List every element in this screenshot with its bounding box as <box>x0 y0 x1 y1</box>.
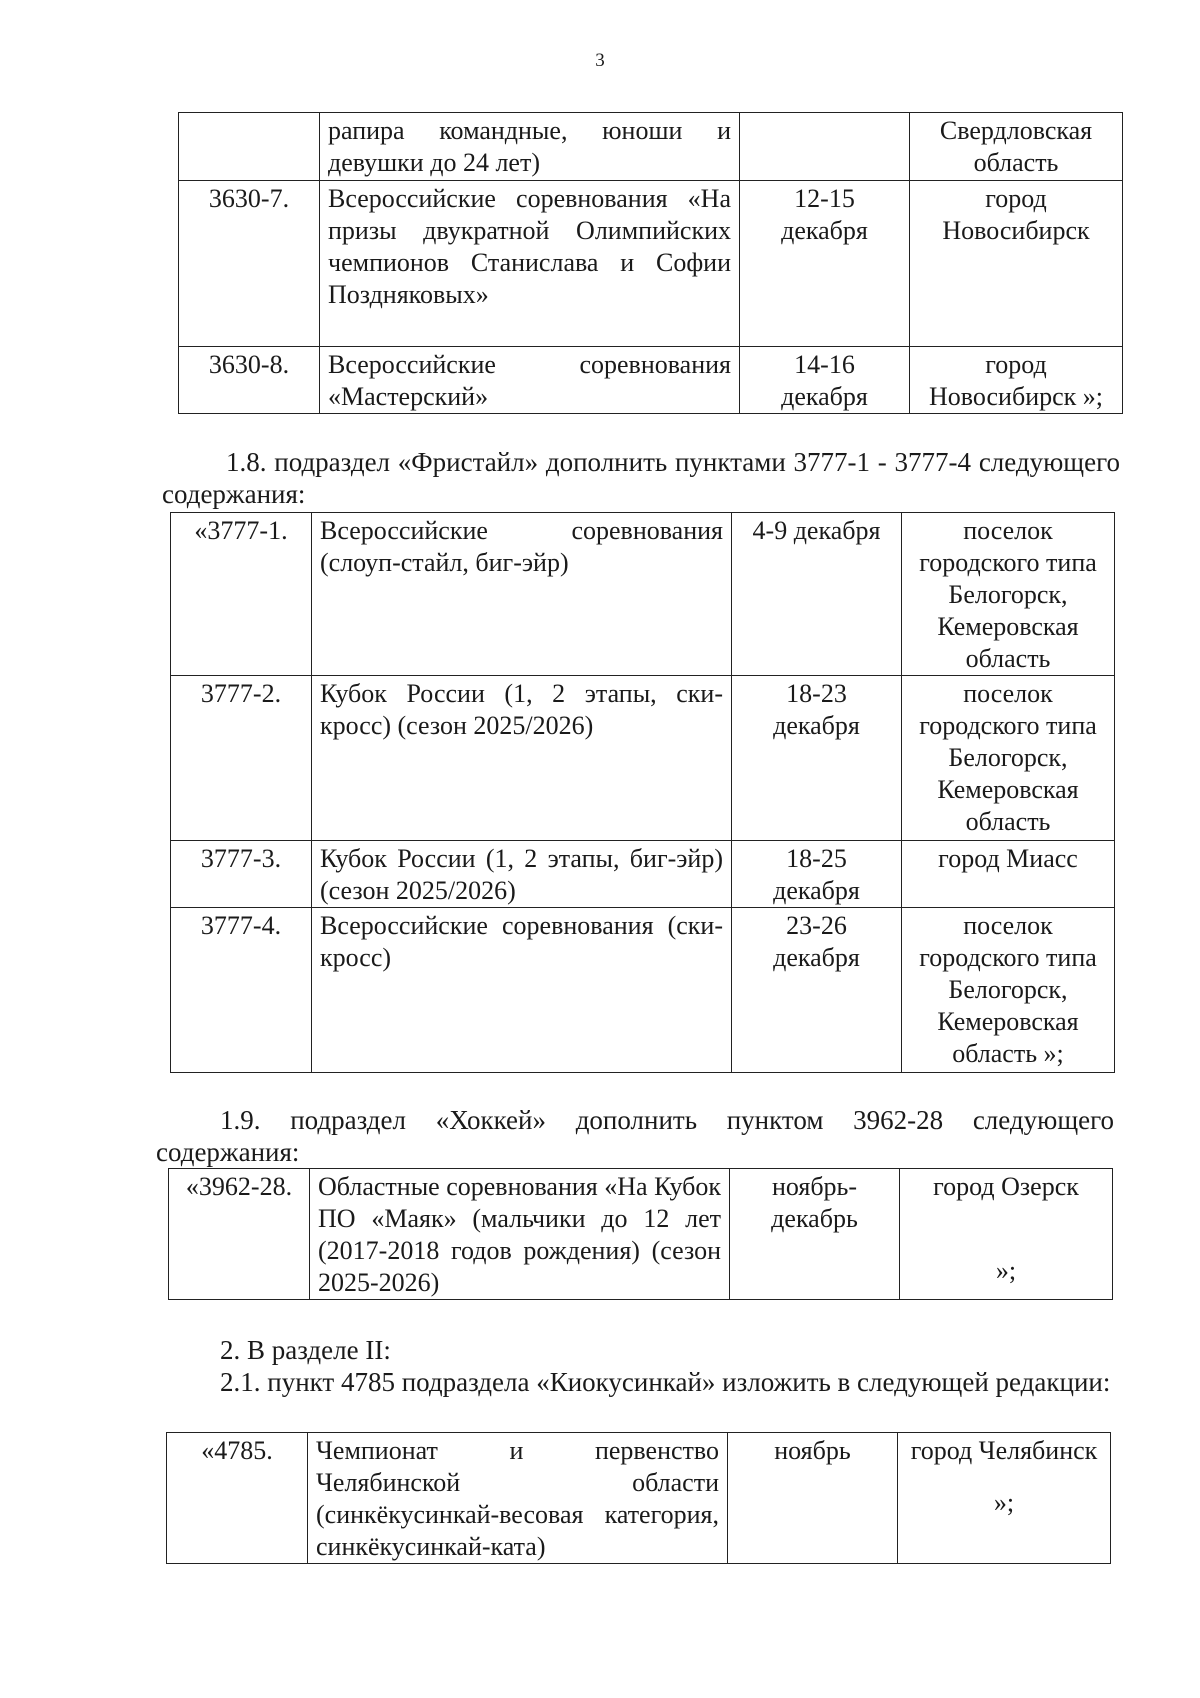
event-number: 3630-8. <box>179 347 320 414</box>
event-location: город Озерск <box>933 1172 1079 1201</box>
event-dates: 18-23 декабря <box>732 676 902 841</box>
event-dates: ноябрь-декабрь <box>730 1169 900 1300</box>
table-row <box>179 347 1123 414</box>
event-name: Областные соревнования «На Кубок ПО «Маяк» (мальчики до 12 лет (2017-2018 годов рождения) (сезон 2025-2026) <box>310 1169 730 1300</box>
event-name: Кубок России (1, 2 этапы, ски-кросс) (сезон 2025/2026) <box>312 676 732 841</box>
event-name: рапира командные, юноши и девушки до 24 лет) <box>320 113 740 181</box>
table-row <box>171 908 1115 1073</box>
sports-events-table-3 <box>168 1168 1113 1300</box>
table-row <box>171 841 1115 908</box>
event-location: город Новосибирск <box>910 181 1123 347</box>
event-dates <box>740 113 910 181</box>
paragraph-2-1 <box>156 1366 1114 1398</box>
table-row <box>179 181 1123 347</box>
event-location: поселок городского типа Белогорск, Кемеровская область <box>902 513 1115 676</box>
event-number: «4785. <box>167 1433 308 1564</box>
table-row <box>167 1433 1111 1564</box>
closing-quote: »; <box>995 1256 1017 1285</box>
event-dates: 18-25 декабря <box>732 841 902 908</box>
closing-quote: »; <box>993 1488 1015 1517</box>
event-number: «3777-1. <box>171 513 312 676</box>
event-number: 3777-3. <box>171 841 312 908</box>
event-location: город Новосибирск »; <box>910 347 1123 414</box>
event-number: «3962-28. <box>169 1169 310 1300</box>
event-name: Всероссийские соревнования (ски-кросс) <box>312 908 732 1073</box>
event-number: 3777-4. <box>171 908 312 1073</box>
paragraph-2-text: 2. В разделе II: <box>220 1335 391 1365</box>
event-number: 3777-2. <box>171 676 312 841</box>
paragraph-1-8 <box>162 446 1120 510</box>
table-row <box>169 1169 1113 1300</box>
sports-events-table-2 <box>170 512 1115 1073</box>
event-name: Чемпионат и первенство Челябинской области (синкёкусинкай-весовая категория, синкёкусинкай-ката) <box>308 1433 728 1564</box>
event-dates: 4-9 декабря <box>732 513 902 676</box>
event-dates: 23-26 декабря <box>732 908 902 1073</box>
page-number: 3 <box>595 50 605 71</box>
table-row <box>179 113 1123 181</box>
table-row <box>171 676 1115 841</box>
event-location-cell <box>898 1433 1111 1564</box>
paragraph-1-9 <box>156 1104 1114 1168</box>
event-dates: 14-16 декабря <box>740 347 910 414</box>
event-location: поселок городского типа Белогорск, Кемеровская область »; <box>902 908 1115 1073</box>
paragraph-2 <box>156 1334 1114 1366</box>
event-dates: 12-15 декабря <box>740 181 910 347</box>
event-number: 3630-7. <box>179 181 320 347</box>
event-location-cell <box>900 1169 1113 1300</box>
paragraph-1-8-text: 1.8. подраздел «Фристайл» дополнить пунктами 3777-1 - 3777-4 следующего содержания: <box>162 447 1120 509</box>
sports-events-table-1 <box>178 112 1123 414</box>
event-number <box>179 113 320 181</box>
event-name: Всероссийские соревнования (слоуп-стайл, биг-эйр) <box>312 513 732 676</box>
event-location: поселок городского типа Белогорск, Кемеровская область <box>902 676 1115 841</box>
paragraph-2-1-text: 2.1. пункт 4785 подраздела «Киокусинкай» изложить в следующей редакции: <box>220 1367 1111 1397</box>
event-location: город Челябинск <box>910 1436 1098 1465</box>
event-location: Свердловская область <box>910 113 1123 181</box>
event-name: Всероссийские соревнования «Мастерский» <box>320 347 740 414</box>
event-dates: ноябрь <box>728 1433 898 1564</box>
event-name: Кубок России (1, 2 этапы, биг-эйр) (сезон 2025/2026) <box>312 841 732 908</box>
table-row <box>171 513 1115 676</box>
sports-events-table-4 <box>166 1432 1111 1564</box>
paragraph-1-9-text: 1.9. подраздел «Хоккей» дополнить пунктом 3962-28 следующего содержания: <box>156 1105 1114 1167</box>
event-name: Всероссийские соревнования «На призы двукратной Олимпийских чемпионов Станислава и Софии Поздняковых» <box>320 181 740 347</box>
event-location: город Миасс <box>902 841 1115 908</box>
